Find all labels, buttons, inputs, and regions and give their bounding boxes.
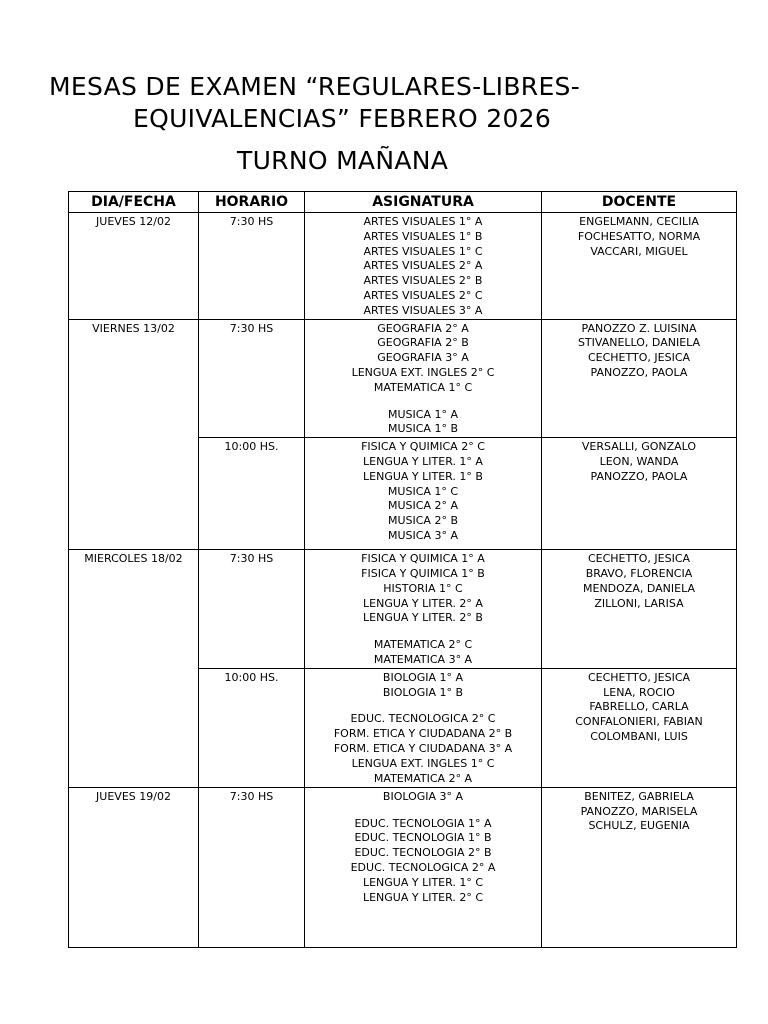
- asignatura-item: MUSICA 2° A: [388, 499, 458, 513]
- cell-horario: [199, 438, 305, 550]
- cell-horario: [199, 550, 305, 669]
- asignatura-item: MATEMATICA 2° C: [373, 638, 473, 652]
- spacer: [305, 805, 541, 817]
- asignatura-item: LENGUA EXT. INGLES 1° C: [351, 756, 495, 770]
- asignatura-item: LENGUA Y LITER. 2° C: [362, 890, 484, 904]
- asignatura-item: ARTES VISUALES 2° B: [363, 274, 483, 288]
- horario-text: 7:30 HS: [229, 215, 274, 228]
- cell-dia-fecha: [69, 319, 199, 550]
- docente-item: CECHETTO, JESICA: [587, 552, 691, 566]
- dia-fecha-text: JUEVES 19/02: [96, 789, 171, 803]
- spacer: [305, 396, 541, 408]
- asignatura-item: FISICA Y QUIMICA 1° B: [361, 566, 485, 580]
- asignatura-item: BIOLOGIA 3° A: [382, 789, 464, 803]
- asignatura-item: ARTES VISUALES 2° C: [363, 288, 483, 302]
- asignatura-item: GEOGRAFIA 2° B: [377, 336, 469, 350]
- docente-item: FOCHESATTO, NORMA: [577, 229, 701, 243]
- horario-text: 7:30 HS: [229, 789, 274, 803]
- asignatura-item: BIOLOGIA 1° B: [382, 685, 464, 699]
- docente-item: BRAVO, FLORENCIA: [585, 566, 693, 580]
- table-row: [69, 213, 737, 320]
- asignatura-item: LENGUA Y LITER. 1° A: [363, 454, 483, 468]
- asignatura-item: EDUC. TECNOLOGICA 2° C: [350, 712, 496, 726]
- asignatura-item: LENGUA Y LITER. 2° A: [363, 596, 483, 610]
- docente-item: VERSALLI, GONZALO: [581, 440, 697, 454]
- cell-docente: [542, 319, 737, 438]
- docente-item: BENITEZ, GABRIELA: [584, 789, 694, 803]
- table-row: [69, 550, 737, 669]
- asignatura-item: GEOGRAFIA 2° A: [377, 321, 469, 335]
- asignatura-item: EDUC. TECNOLOGIA 2° B: [354, 846, 492, 860]
- docente-item: MENDOZA, DANIELA: [583, 581, 695, 595]
- header-docente: DOCENTE: [542, 192, 737, 213]
- header-horario: HORARIO: [199, 192, 305, 213]
- asignatura-item: MUSICA 1° B: [387, 422, 458, 436]
- cell-dia-fecha: [69, 787, 199, 947]
- docente-item: CECHETTO, JESICA: [587, 351, 691, 365]
- asignatura-item: MUSICA 1° C: [387, 484, 459, 498]
- asignatura-item: ARTES VISUALES 1° B: [363, 229, 483, 243]
- horario-text: 7:30 HS: [229, 321, 274, 335]
- cell-docente: [542, 438, 737, 550]
- document-subtitle-turno: TURNO MAÑANA: [237, 146, 449, 175]
- docente-item: ENGELMANN, CECILIA: [579, 215, 699, 228]
- docente-item: PANOZZO, PAOLA: [590, 365, 688, 379]
- dia-fecha-text: MIERCOLES 18/02: [84, 552, 183, 566]
- document-title-line-1: MESAS DE EXAMEN “REGULARES-LIBRES-: [49, 72, 581, 101]
- dia-fecha-text: JUEVES 12/02: [96, 215, 171, 228]
- asignatura-item: EDUC. TECNOLOGICA 2° A: [350, 860, 496, 874]
- asignatura-item: MUSICA 1° A: [388, 407, 458, 421]
- spacer: [305, 626, 541, 638]
- docente-item: CECHETTO, JESICA: [587, 670, 691, 684]
- asignatura-item: LENGUA Y LITER. 1° B: [363, 469, 483, 483]
- asignatura-item: LENGUA Y LITER. 1° C: [362, 875, 484, 889]
- docente-item: VACCARI, MIGUEL: [590, 244, 688, 258]
- asignatura-item: HISTORIA 1° C: [383, 581, 463, 595]
- asignatura-item: FISICA Y QUIMICA 2° C: [361, 440, 485, 454]
- asignatura-item: FORM. ETICA Y CIUDADANA 2° B: [333, 727, 513, 741]
- asignatura-item: ARTES VISUALES 2° A: [363, 259, 483, 273]
- cell-asignatura: [305, 319, 542, 438]
- asignatura-item: ARTES VISUALES 3° A: [363, 303, 483, 317]
- cell-asignatura: [305, 438, 542, 550]
- docente-item: LEON, WANDA: [599, 454, 679, 468]
- asignatura-item: MATEMATICA 3° A: [373, 652, 473, 666]
- asignatura-item: MATEMATICA 1° C: [373, 380, 473, 394]
- docente-item: FABRELLO, CARLA: [589, 700, 689, 714]
- docente-item: PANOZZO, PAOLA: [590, 469, 688, 483]
- dia-fecha-text: VIERNES 13/02: [92, 321, 175, 335]
- table-body: [69, 213, 737, 948]
- cell-asignatura: [305, 550, 542, 669]
- asignatura-item: LENGUA EXT. INGLES 2° C: [351, 365, 495, 379]
- cell-docente: [542, 787, 737, 947]
- asignatura-item: EDUC. TECNOLOGIA 1° A: [354, 816, 492, 830]
- asignatura-item: FORM. ETICA Y CIUDADANA 3° A: [333, 741, 513, 755]
- horario-text: 10:00 HS.: [224, 670, 279, 684]
- header-dia-fecha: DIA/FECHA: [69, 192, 199, 213]
- asignatura-item: EDUC. TECNOLOGIA 1° B: [354, 831, 492, 845]
- docente-item: COLOMBANI, LUIS: [590, 729, 688, 743]
- cell-asignatura: [305, 213, 542, 320]
- cell-horario: [199, 787, 305, 947]
- docente-item: LENA, ROCIO: [603, 685, 675, 699]
- cell-asignatura: [305, 668, 542, 787]
- spacer: [305, 700, 541, 712]
- exam-schedule-table: [68, 191, 737, 948]
- asignatura-item: ARTES VISUALES 1° C: [363, 244, 483, 258]
- table-row: [69, 319, 737, 438]
- cell-asignatura: [305, 787, 542, 947]
- cell-horario: [199, 319, 305, 438]
- cell-docente: [542, 550, 737, 669]
- asignatura-item: ARTES VISUALES 1° A: [363, 215, 483, 228]
- docente-item: PANOZZO, MARISELA: [580, 804, 698, 818]
- docente-item: ZILLONI, LARISA: [594, 596, 684, 610]
- asignatura-item: LENGUA Y LITER. 2° B: [363, 611, 483, 625]
- cell-dia-fecha: [69, 213, 199, 320]
- cell-docente: [542, 213, 737, 320]
- asignatura-item: BIOLOGIA 1° A: [382, 670, 464, 684]
- header-asignatura: ASIGNATURA: [305, 192, 542, 213]
- docente-item: CONFALONIERI, FABIAN: [575, 715, 703, 729]
- document-title-line-2: EQUIVALENCIAS” FEBRERO 2026: [133, 104, 552, 133]
- horario-text: 10:00 HS.: [224, 440, 279, 454]
- asignatura-item: MUSICA 3° A: [388, 528, 458, 542]
- docente-item: STIVANELLO, DANIELA: [577, 336, 701, 350]
- cell-docente: [542, 668, 737, 787]
- asignatura-item: MATEMATICA 2° A: [373, 771, 473, 785]
- table-row: [69, 787, 737, 947]
- asignatura-item: FISICA Y QUIMICA 1° A: [361, 552, 485, 566]
- cell-horario: [199, 668, 305, 787]
- table-header-row: [69, 192, 737, 213]
- docente-item: PANOZZO Z. LUISINA: [581, 321, 697, 335]
- cell-dia-fecha: [69, 550, 199, 788]
- asignatura-item: MUSICA 2° B: [387, 514, 458, 528]
- asignatura-item: GEOGRAFIA 3° A: [377, 351, 469, 365]
- docente-item: SCHULZ, EUGENIA: [588, 819, 690, 833]
- cell-horario: [199, 213, 305, 320]
- horario-text: 7:30 HS: [229, 552, 274, 566]
